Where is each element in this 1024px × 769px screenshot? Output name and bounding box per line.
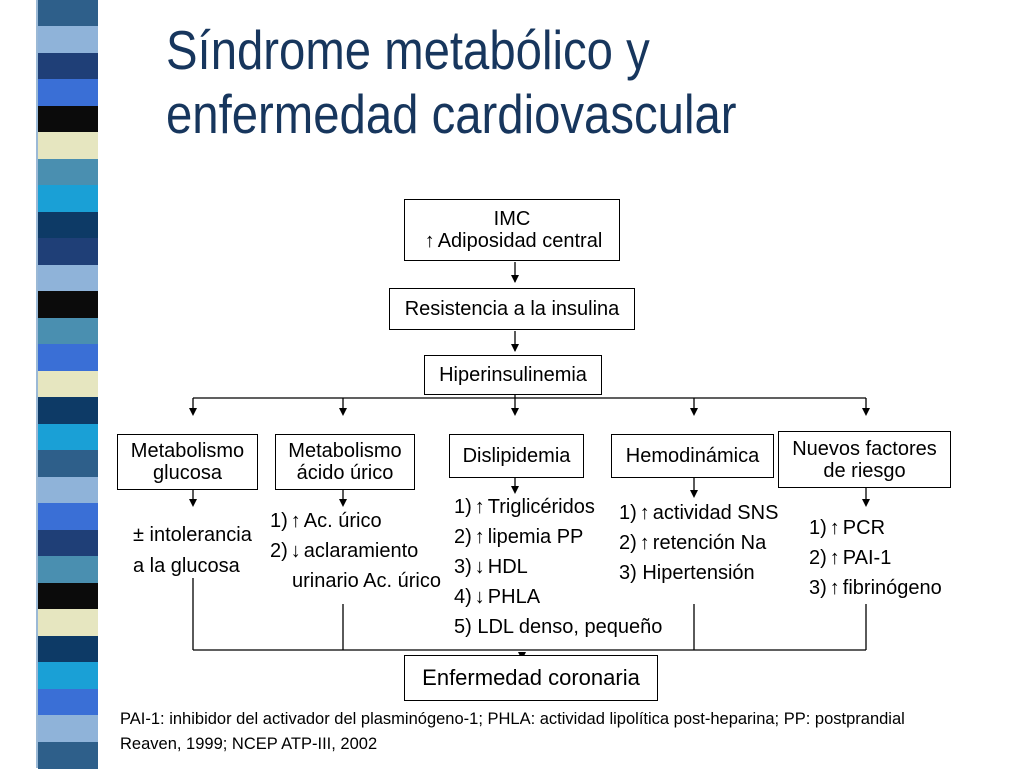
item-number: 3) [619,562,637,584]
item-text: fibrinógeno [842,577,942,599]
list-item [270,506,441,536]
item-text: Ac. úrico [303,510,382,532]
glucosa-item: ± intolerancia [133,524,252,546]
item-number: 3) [454,556,472,578]
hemodinamica-label: Hemodinámica [625,445,760,467]
nuevos-line2: de riesgo [823,459,906,482]
item-number: 3) [809,577,827,599]
box-enfermedad-coronaria [404,655,658,701]
item-number: 1) [619,502,637,524]
item-number: 5) [454,616,472,638]
box-imc [404,199,620,261]
box-metabolismo-glucosa [117,434,258,490]
item-text: lipemia PP [487,526,584,548]
glucosa-line2: glucosa [153,462,222,484]
item-text: LDL denso, pequeño [477,616,663,638]
item-number: 2) [809,547,827,569]
item-text: HDL [487,556,528,578]
resistencia-label: Resistencia a la insulina [404,298,620,320]
box-resistencia [389,288,635,330]
list-item [619,558,778,588]
item-number: 2) [270,540,288,562]
box-hiperinsulinemia [424,355,602,395]
reference: Reaven, 1999; NCEP ATP-III, 2002 [120,735,378,753]
item-text: retención Na [652,532,767,554]
list-item [809,513,942,543]
down-arrow-icon [288,540,304,562]
item-number: 1) [270,510,288,532]
title-line-2: enfermedad cardiovascular [166,83,737,145]
glucosa-item: a la glucosa [133,555,240,577]
list-item [619,528,778,558]
footnote: PAI-1: inhibidor del activador del plasminógeno-1; PHLA: actividad lipolítica post-heparina; PP: postprandial [120,710,905,728]
box-nuevos-factores [778,431,951,488]
dislipidemia-label: Dislipidemia [462,445,571,467]
down-arrow-icon [472,586,488,608]
item-text: urinario Ac. úrico [292,570,441,592]
nuevos-line1: Nuevos factores [792,437,937,460]
item-number: 2) [454,526,472,548]
up-arrow-icon [288,510,304,532]
up-arrow-icon [472,526,488,548]
hemodinamica-list [619,498,778,588]
list-item [270,536,441,566]
list-item [809,573,942,603]
list-item [270,566,441,596]
hiperinsulinemia-label: Hiperinsulinemia [439,364,587,386]
down-arrow-icon [472,556,488,578]
up-arrow-icon [827,577,843,599]
item-text: PCR [842,517,886,539]
glucosa-line1: Metabolismo [130,440,245,462]
item-text: Triglicéridos [487,496,595,518]
up-arrow-icon [827,517,843,539]
item-text: Hipertensión [642,562,755,584]
box-metabolismo-acido [275,434,415,490]
box-dislipidemia [449,434,584,478]
imc-adiposidad: Adiposidad central [437,230,603,252]
acido-list [270,506,441,596]
item-number: 1) [454,496,472,518]
nuevos-list [809,513,942,603]
box-hemodinamica [611,434,774,478]
list-item [619,498,778,528]
item-text: actividad SNS [652,502,779,524]
acido-line2: ácido úrico [296,462,394,484]
glucosa-list [133,520,252,582]
item-text: aclaramiento [303,540,419,562]
item-text: PAI-1 [842,547,892,569]
imc-label: IMC [493,208,531,230]
up-arrow-icon [637,502,653,524]
coronaria-label: Enfermedad coronaria [422,665,640,690]
title-line-1: Síndrome metabólico y [166,19,650,81]
up-arrow-icon [637,532,653,554]
up-arrow-icon [472,496,488,518]
up-arrow-icon [827,547,843,569]
acido-line1: Metabolismo [288,440,402,462]
item-number: 4) [454,586,472,608]
item-number: 2) [619,532,637,554]
item-number: 1) [809,517,827,539]
up-arrow-icon [422,230,438,252]
item-text: PHLA [487,586,541,608]
list-item [809,543,942,573]
list-item [454,612,662,642]
